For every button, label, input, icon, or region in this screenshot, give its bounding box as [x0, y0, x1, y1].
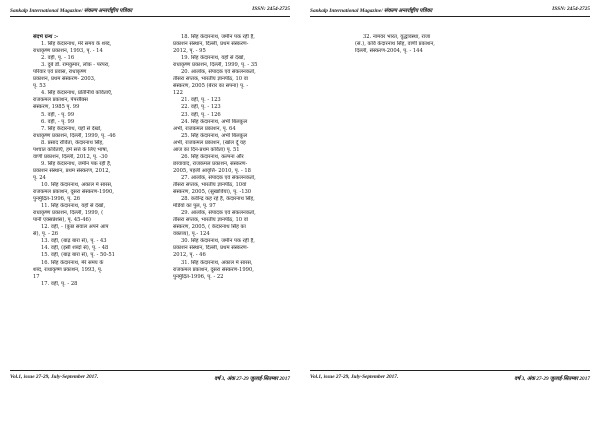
reference-line: 21. वही, पृ. - 123 [181, 97, 221, 104]
journal-title: Sankalp International Magazine/ संकल्प अन्तर्राष्ट्रीय पत्रिका [10, 8, 133, 14]
reference-line: 19. सिंह केदारनाथ, यहाँ से देखो, [181, 55, 246, 62]
reference-line: 2012, पृ. - 95 [173, 48, 206, 55]
reference-line: 23. वही, पृ. - 126 [181, 111, 221, 118]
issue-label-hindi: वर्ष 3, अंक 27-29 जुलाई-सितम्बर 2017 [514, 376, 590, 382]
footer-rule [10, 370, 290, 371]
header-rule [10, 16, 290, 17]
reference-line: 2005, पहली आवृत्ति- 2010, पृ. - 18 [173, 167, 251, 174]
reference-line: शब्द, राधाकृष्ण प्रकाशन, 1993, पृ. [33, 266, 103, 273]
reference-line: 28. कवीन्द्र कह रहे है, केदारनाथ सिंह, [181, 196, 255, 203]
references-heading: संदर्भ ग्रन्थ :- [33, 34, 59, 40]
issn-label: ISSN: 2454-2725 [252, 6, 290, 12]
reference-line: 29. आलोक, संपादक एवं संकलनकर्ता, [181, 210, 256, 217]
reference-line: राधाकृष्ण प्रकाशन, दिल्ली, 1999, ( [33, 210, 104, 217]
reference-line: 32. नामवर भारत, युद्धावस्था, राजा [363, 34, 431, 40]
reference-line: पुनर्मुद्रित-1996, पृ. - 22 [173, 273, 224, 280]
reference-line: दिल्ली, संस्करण-2004, पृ. - 144 [355, 48, 423, 55]
reference-line: अभी, राजकमल प्रकाशन, (खोल दूँ यह [173, 139, 246, 146]
reference-line: 12. वही, - (कुछ सवाल अपने आप [41, 224, 109, 231]
reference-line: तीसरा सप्तक, भारतीय ज्ञानपीठ, 10 वां [173, 217, 248, 224]
reference-line: राजकमल प्रकाशन, पेपरबैक्स [33, 97, 88, 104]
reference-line: 30. सिंह केदारनाथ, जमीन पक रही है, [181, 238, 255, 245]
header-rule [310, 16, 590, 17]
reference-line: 11. सिंह केदारनाथ, यहाँ से देखो, [41, 203, 106, 210]
reference-line: वक्तव्य), पृ.- 124 [173, 231, 210, 238]
reference-line: 20. आलोक, संपादक एवं संकलनकर्ता, [181, 69, 256, 76]
reference-line: पृ. 24 [33, 174, 46, 181]
reference-line: राजकमल प्रकाशन, दूसरा संस्करण-1990, [173, 266, 254, 273]
reference-line: संस्करण, 2005 (बेरार का सपना) पृ. - [173, 83, 249, 90]
reference-line: 122 [173, 90, 183, 97]
reference-line: संस्करण, 2005, (सुखाविया), पृ. -130 [173, 189, 252, 196]
reference-line: (सं.), कवि केदारनाथ सिंह, वाणी प्रकाशन, [355, 41, 435, 48]
reference-line: 2. वही, पृ. - 16 [41, 55, 75, 62]
issn-label: ISSN: 2454-2725 [552, 6, 590, 12]
reference-line: 4. सिंह केदारनाथ, प्रतिनिधि कविताएँ, [41, 90, 113, 97]
volume-label: Vol.1, issue 27-29, July-September 2017. [310, 374, 399, 380]
reference-line: राधाकृष्ण प्रकाशन, दिल्ली, 1999, पृ. - 35 [173, 62, 258, 69]
reference-line: 1. सिंह केदारनाथ, मेरे समय के शब्द, [41, 41, 112, 48]
page-header [310, 6, 590, 16]
right-page [300, 0, 600, 424]
reference-line: प्रकाशन, प्रथम संस्करण- 2003, [33, 76, 96, 83]
reference-line: अभी, राजकमल प्रकाशन, पृ. 64 [173, 125, 236, 132]
reference-line: 6. वही, - पृ. 99 [41, 118, 75, 125]
reference-line: संस्करण, 2005, ( केदारनाथ सिंह का [173, 224, 246, 231]
reference-line: 14. वही, (इसी शब्दों से), पृ. - 48 [41, 245, 109, 252]
reference-line: राजकमल प्रकाशन, दूसरा संस्करण-1990, [33, 189, 114, 196]
reference-line: 5. वही, - पृ. 99 [41, 111, 75, 118]
reference-line: 17 [33, 273, 40, 280]
reference-line: छायावाद, राजकमल प्रकाशन, संस्करण- [173, 160, 248, 167]
reference-line: पृ. 53 [33, 83, 46, 90]
reference-line: 24. सिंह केदारनाथ, अभी बिलकुल [181, 118, 248, 125]
reference-line: तीसरा सप्तक, भारतीय ज्ञानपीठ, 10वां [173, 181, 247, 188]
reference-line: से), पृ. - 26 [33, 231, 59, 238]
reference-line: 26. सिंह केदारनाथ, कल्पना और [181, 153, 244, 160]
reference-line: 27. आलोक, संपादक एवं संकलनकर्ता, [181, 174, 256, 181]
reference-line: 7. सिंह केदारनाथ, यहाँ से देखो, [41, 125, 102, 132]
reference-line: 9. सिंह केदारनाथ, जमीन पक रही है, [41, 160, 112, 167]
references-column-3 [355, 34, 475, 55]
reference-line: राधाकृष्ण प्रकाशन, 1993, पृ. - 14 [33, 48, 103, 55]
volume-label: Vol.1, issue 27-29, July-September 2017. [10, 374, 99, 380]
reference-line: 31. सिंह केदारनाथ, अकाल में सारस, [181, 259, 253, 266]
reference-line: राधाकृष्ण प्रकाशन, दिल्ली, 1999, पृ. -46 [33, 132, 116, 139]
page-header [10, 6, 290, 16]
reference-line: तीसरा सप्तक, भारतीय ज्ञानपीठ, 10 वा [173, 76, 248, 83]
reference-line: 18. सिंह केदारनाथ, जमीन पक रही है, [181, 34, 255, 40]
issue-label-hindi: वर्ष 3, अंक 27-29 जुलाई-सितम्बर 2017 [214, 376, 290, 382]
references-column-2 [173, 34, 300, 281]
reference-line: 16. सिंह केदारनाथ, मेरे समय के [41, 259, 104, 266]
reference-line: पश्चात कविताएँ, हमें सत्ते के लिए भाषा, [33, 146, 109, 153]
reference-line: प्रकाशन संस्थान, प्रथम संस्करण, 2012, [33, 167, 111, 174]
reference-line: 25. सिंह केदारनाथ, अभी बिलकुल [181, 132, 248, 139]
reference-line: 8. प्रसाद रोविता, केदारनाथ सिंह, [41, 139, 104, 146]
reference-line: पुनर्मुद्रित-1996, पृ. 26 [33, 196, 81, 203]
reference-line: 22. वही, पृ. - 123 [181, 104, 221, 111]
reference-line: वाणी प्रकाशन, दिल्ली, 2012, पृ. -30 [33, 153, 108, 160]
reference-line: पानी एक्सप्रेशंस), पृ. 45-46) [33, 217, 91, 224]
reference-line: 10. सिंह केदारनाथ, अकाल में सारस, [41, 181, 113, 188]
journal-title: Sankalp International Magazine/ संकल्प अन्तर्राष्ट्रीय पत्रिका [310, 8, 433, 14]
reference-line: 13. वही, (बाढ़ बारा से), पृ. - 43 [41, 238, 107, 245]
reference-line: संस्करण, 1985 पृ. 99 [33, 104, 80, 111]
footer-rule [310, 370, 590, 371]
reference-line: 17. वही, पृ. - 28 [41, 280, 78, 287]
reference-line: 15. वही, (बाढ़ बारा से), पृ. - 50-51 [41, 252, 115, 259]
references-column-1 [33, 34, 168, 288]
reference-line: 2012, पृ. - 46 [173, 252, 206, 259]
reference-line: आज का दिन-प्रथम कविता) पृ. 51 [173, 146, 240, 153]
page-footer [10, 374, 290, 384]
reference-line: मंडियों का पुल, पृ. 97 [173, 203, 216, 210]
reference-line: प्रकाशन संस्थान, दिल्ली, प्रथम संस्करण- [173, 41, 249, 48]
reference-line: प्रकाशन संस्थान, दिल्ली, प्रथम संस्करण- [173, 245, 249, 252]
reference-line: 3. दुबे डॉ. रामकुमार, लोक - परंपरा, [41, 62, 110, 69]
reference-line: परिवार एवं प्रवास, राधाकृष्ण [33, 69, 87, 76]
page-footer [310, 374, 590, 384]
